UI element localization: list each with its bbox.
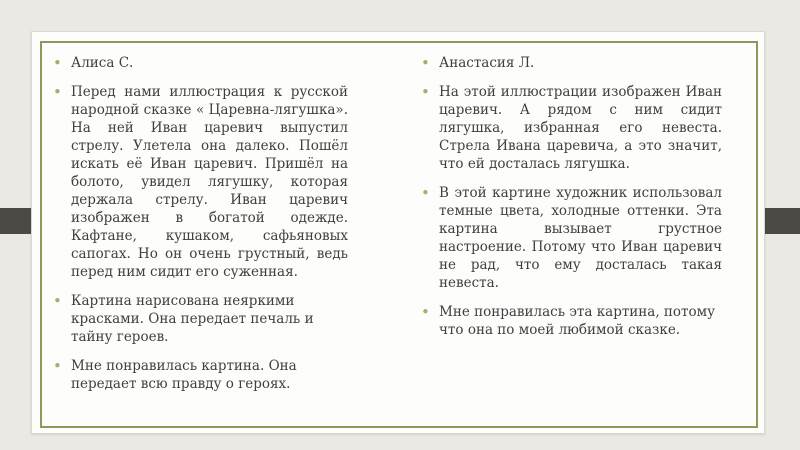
left-paragraph-opinion: • Мне понравилась картина. Она передает всю правду о героях. <box>52 357 348 393</box>
left-author-name: • Алиса С. <box>71 55 134 71</box>
left-bullet-list <box>52 54 348 393</box>
right-paragraph-description: • На этой иллюстрации изображен Иван царевич. А рядом с ним сидит лягушка, избранная его невеста. Стрела Ивана царевича, а это значит, что ей досталась лягушка. <box>420 83 722 173</box>
right-author <box>420 54 722 72</box>
left-column <box>52 54 348 404</box>
right-author-name: • Анастасия Л. <box>439 55 535 71</box>
left-paragraph-colors: • Картина нарисована неяркими красками. Она передает печаль и тайну героев. <box>52 292 348 346</box>
right-column <box>420 54 722 350</box>
left-paragraph-description: • Перед нами иллюстрация к русской народной сказке « Царевна-лягушка». На ней Иван царевич выпустил стрелу. Улетела она далеко. Пошёл искать её Иван царевич. Пришёл на болото, увидел лягушку, которая держала стрелу. Иван царевич изображен в богатой одежде. Кафтане, кушаком, сафьяновых сапогах. Но он очень грустный, ведь перед ним сидит его суженная. <box>52 83 348 281</box>
right-paragraph-opinion: • Мне понравилась эта картина, потому что она по моей любимой сказке. <box>420 303 722 339</box>
right-bullet-list <box>420 54 722 339</box>
right-paragraph-colors: • В этой картине художник использовал темные цвета, холодные оттенки. Эта картина вызывает грустное настроение. Потому что Иван царевич не рад, что ему досталась такая невеста. <box>420 184 722 292</box>
left-author <box>52 54 348 72</box>
